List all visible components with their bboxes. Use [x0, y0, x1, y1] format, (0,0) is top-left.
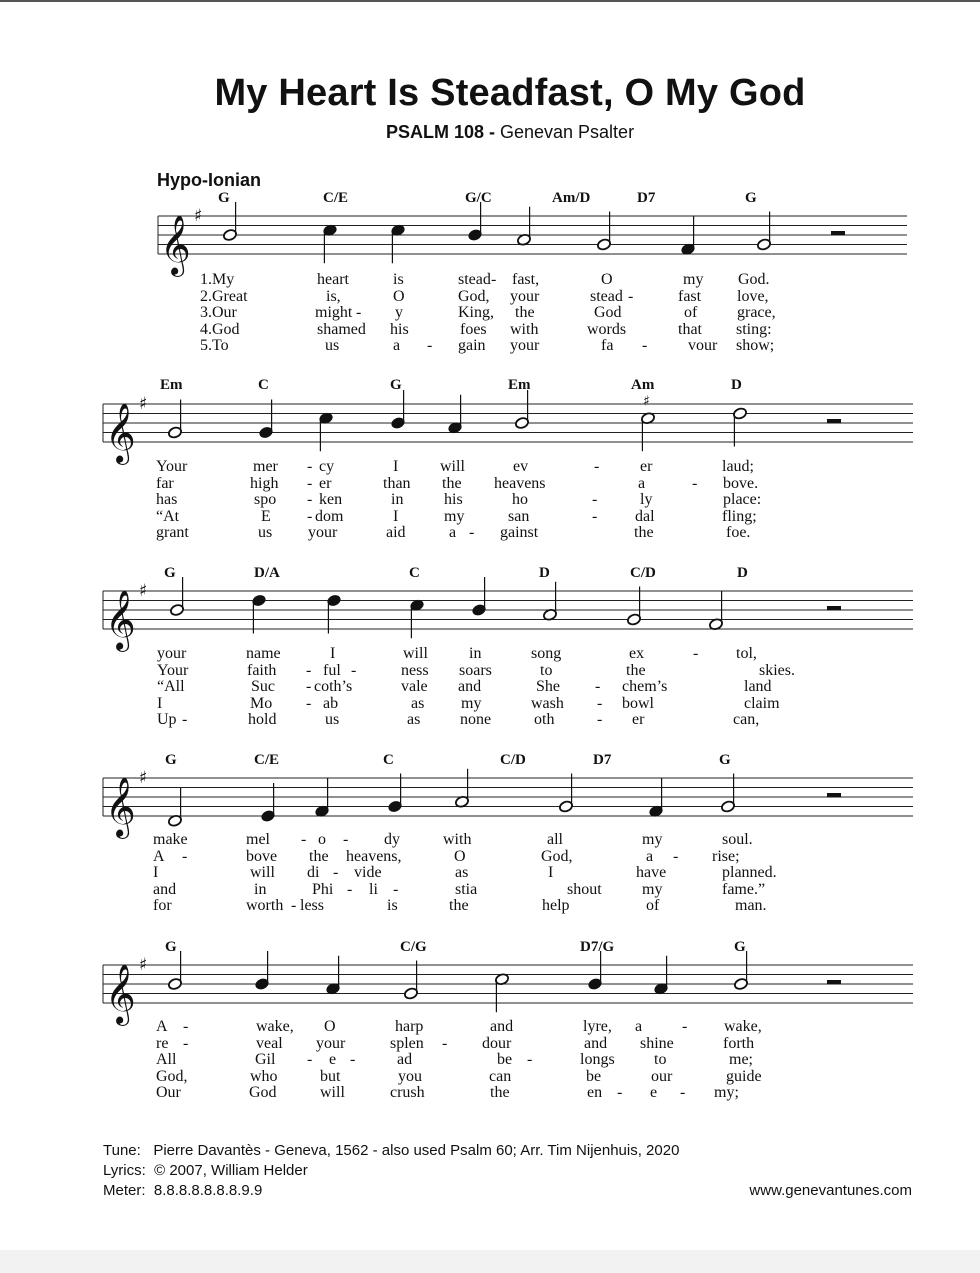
lyric-syllable: will [440, 458, 465, 475]
lyric-syllable: of [646, 897, 660, 915]
half-rest-icon [831, 231, 845, 236]
half-rest-icon [827, 793, 841, 798]
lyric-syllable: fast, [512, 271, 540, 288]
lyric-syllable: fame.” [722, 880, 766, 898]
lyric-syllable: - [682, 1018, 688, 1035]
lyric-syllable: shout [567, 880, 602, 898]
lyric-syllable: shine [640, 1034, 674, 1052]
lyric-syllable: I [393, 458, 399, 475]
psalter-source: Genevan Psalter [499, 122, 635, 142]
lyric-syllable: crush [390, 1084, 425, 1102]
lyric-syllable: God [249, 1084, 277, 1102]
lyric-syllable: as [407, 711, 421, 729]
lyric-syllable: foes [460, 320, 487, 338]
lyric-syllable: - [442, 1034, 448, 1052]
key-signature-sharp-icon: ♯ [139, 768, 148, 788]
chord-symbol: G [165, 752, 177, 768]
lyric-syllable: ly [640, 491, 653, 509]
lyric-syllable: san [508, 507, 530, 525]
lyric-syllable: 4.God [200, 320, 240, 338]
lyric-syllable: - [301, 831, 307, 848]
chord-symbol: C/E [254, 752, 280, 768]
lyric-syllable: - [333, 864, 339, 882]
lyric-syllable: love, [737, 287, 769, 305]
lyric-syllable: God. [738, 271, 770, 288]
lyric-syllable: - [307, 458, 313, 475]
lyric-syllable: I [393, 507, 399, 525]
lyric-syllable: a [393, 337, 401, 355]
lyric-syllable: have [636, 864, 667, 882]
lyric-syllable: will [403, 645, 428, 662]
chord-symbol: D7/G [580, 939, 615, 955]
lyric-syllable: - [628, 287, 634, 305]
lyric-syllable: show; [736, 337, 775, 355]
lyric-syllable: claim [744, 694, 780, 712]
lyric-syllable: - [307, 507, 313, 525]
meter-text: 8.8.8.8.8.8.8.9.9 [153, 1182, 263, 1199]
lyric-syllable: - [306, 678, 312, 696]
lyric-syllable: can, [733, 711, 760, 729]
lyric-syllable: - [592, 491, 598, 509]
treble-clef-icon: 𝄞 [105, 590, 136, 650]
lyric-syllable: wake, [724, 1018, 762, 1035]
lyric-syllable: and [490, 1018, 514, 1035]
lyric-syllable: - [692, 474, 698, 492]
lyric-syllable: the [449, 897, 469, 915]
lyric-syllable: - [350, 1051, 356, 1069]
lyric-syllable: who [250, 1067, 278, 1085]
key-signature-sharp-icon: ♯ [139, 955, 148, 975]
chord-symbol: G/C [465, 190, 492, 206]
lyric-syllable: I [330, 645, 336, 662]
lyric-syllable: with [510, 320, 539, 338]
lyric-syllable: help [542, 897, 570, 915]
lyric-syllable: soul. [722, 831, 753, 848]
lyric-syllable: with [443, 831, 472, 848]
lyric-syllable: God, [156, 1067, 188, 1085]
lyric-syllable: A [153, 847, 165, 865]
lyric-syllable: and [584, 1034, 608, 1052]
lyric-syllable: Our [156, 1084, 181, 1102]
lyric-syllable: as [455, 864, 469, 882]
lyric-syllable: - [291, 897, 297, 915]
lyric-syllable: ev [513, 458, 529, 475]
lyric-syllable: as [411, 694, 425, 712]
lyric-syllable: - [597, 711, 603, 729]
lyric-syllable: oth [534, 711, 555, 729]
lyric-syllable: can [489, 1067, 512, 1085]
lyric-syllable: Mo [250, 694, 273, 712]
lyric-syllable: 3.Our [200, 304, 237, 322]
lyric-syllable: rise; [712, 847, 740, 865]
lyric-syllable: bove [246, 847, 278, 865]
lyric-syllable: O [324, 1018, 336, 1035]
lyric-syllable: my [683, 271, 704, 288]
lyric-syllable: veal [256, 1034, 283, 1052]
footer-tune [103, 1142, 679, 1159]
lyric-syllable: might [315, 304, 353, 322]
chord-symbol: C/G [400, 939, 427, 955]
lyric-syllable: his [444, 491, 463, 509]
lyric-syllable: far [156, 474, 174, 492]
lyric-syllable: ho [512, 491, 528, 509]
half-rest-icon [827, 980, 841, 985]
lyric-syllable: - [617, 1084, 623, 1102]
lyric-syllable: the [515, 304, 535, 322]
lyric-syllable: all [547, 831, 563, 848]
footer-lyrics [103, 1162, 308, 1179]
lyric-syllable: gain [458, 337, 486, 355]
lyric-syllable: than [383, 474, 411, 492]
lyric-syllable: for [153, 897, 172, 915]
lyric-syllable: er [632, 711, 645, 729]
footer-meter [103, 1182, 262, 1199]
lyric-syllable: Up [157, 711, 177, 729]
lyric-syllable: and [153, 880, 177, 898]
lyric-syllable: that [678, 320, 702, 338]
lyric-syllable: - [680, 1084, 686, 1102]
treble-clef-icon: 𝄞 [105, 964, 136, 1024]
lyric-syllable: faith [247, 661, 277, 679]
lyric-syllable: in [391, 491, 404, 509]
lyric-syllable: in [469, 645, 482, 662]
lyric-syllable: - [306, 694, 312, 712]
lyric-syllable: is, [326, 287, 341, 305]
lyric-syllable: - [347, 880, 353, 898]
lyric-syllable: O [454, 847, 466, 865]
chord-symbol: G [390, 377, 402, 393]
lyric-syllable: heavens, [346, 847, 402, 865]
lyric-syllable: is [387, 897, 398, 915]
psalm-number: PSALM 108 - [385, 122, 495, 142]
chord-symbol: Am [631, 377, 655, 393]
lyric-syllable: of [684, 304, 698, 322]
chord-symbol: G [218, 190, 230, 206]
lyric-syllable: stia [455, 880, 478, 898]
lyric-syllable: bowl [622, 694, 654, 712]
hymn-title: My Heart Is Steadfast, O My God [214, 72, 806, 114]
lyric-syllable: God [594, 304, 622, 322]
lyric-syllable: - [469, 524, 475, 542]
lyric-syllable: - [307, 491, 313, 509]
lyric-syllable: heavens [494, 474, 546, 492]
chord-symbol: G [165, 939, 177, 955]
lyric-syllable: coth’s [314, 678, 353, 696]
key-signature-sharp-icon: ♯ [139, 394, 148, 414]
lyric-syllable: has [156, 491, 178, 509]
chord-symbol: C [258, 377, 269, 393]
chord-symbol: C [383, 752, 394, 768]
lyric-syllable: Your [157, 661, 189, 679]
chord-symbol: G [164, 565, 176, 581]
lyric-syllable: E [261, 507, 271, 525]
lyric-syllable: make [153, 831, 188, 848]
lyric-syllable: Gil [255, 1051, 276, 1069]
chord-symbol: C/D [500, 752, 526, 768]
lyric-syllable: my [642, 831, 663, 848]
chord-symbol: D [737, 565, 748, 581]
chord-symbol: Em [160, 377, 183, 393]
lyric-syllable: “At [156, 507, 180, 525]
lyric-syllable: harp [395, 1018, 424, 1035]
lyric-syllable: re [156, 1034, 169, 1052]
lyric-syllable: - [594, 458, 600, 475]
lyric-syllable: dal [635, 507, 655, 525]
lyric-syllable: his [390, 320, 409, 338]
lyric-syllable: your [157, 645, 187, 662]
lyric-syllable: the [490, 1084, 510, 1102]
lyric-syllable: high [250, 474, 279, 492]
lyric-syllable: o [318, 831, 326, 848]
lyric-syllable: land [744, 678, 772, 696]
lyric-syllable: 1.My [200, 271, 235, 288]
key-signature-sharp-icon: ♯ [194, 206, 203, 226]
lyric-syllable: sting: [736, 320, 772, 338]
lyric-syllable: - [491, 271, 497, 288]
lyric-syllable: will [320, 1084, 345, 1102]
chord-symbol: G [719, 752, 731, 768]
lyric-syllable: dour [482, 1034, 512, 1052]
lyric-syllable: - [343, 831, 349, 848]
lyric-syllable: guide [726, 1067, 762, 1085]
lyric-syllable: God, [458, 287, 490, 305]
accidental-sharp-icon: ♯ [643, 393, 650, 410]
lyric-syllable: - [597, 694, 603, 712]
treble-clef-icon: 𝄞 [105, 777, 136, 837]
lyric-syllable: - [642, 337, 648, 355]
lyric-syllable: - [183, 1018, 189, 1035]
treble-clef-icon: 𝄞 [105, 403, 136, 463]
lyric-syllable: worth [246, 897, 284, 915]
lyric-syllable: - [182, 847, 188, 865]
lyric-syllable: vale [401, 678, 428, 696]
lyric-syllable: y [395, 304, 403, 322]
lyric-syllable: li [369, 880, 378, 898]
lyric-syllable: vour [688, 337, 718, 355]
lyric-syllable: ken [319, 491, 343, 509]
lyric-syllable: All [156, 1051, 177, 1069]
key-signature-sharp-icon: ♯ [139, 581, 148, 601]
lyric-syllable: the [309, 847, 329, 865]
lyric-syllable: laud; [722, 458, 754, 475]
lyric-syllable: fa [601, 337, 614, 355]
lyric-syllable: grant [156, 524, 189, 542]
lyric-syllable: your [510, 287, 540, 305]
lyric-syllable: the [626, 661, 646, 679]
lyric-syllable: lyre, [583, 1018, 612, 1035]
lyric-syllable: be [497, 1051, 513, 1069]
lyric-syllable: to [540, 661, 553, 679]
lyric-syllable: di [307, 864, 320, 882]
lyric-syllable: - [693, 645, 699, 662]
lyric-syllable: longs [580, 1051, 615, 1069]
lyric-syllable: I [548, 864, 554, 882]
lyric-syllable: foe. [726, 524, 751, 542]
lyric-syllable: forth [723, 1034, 755, 1052]
lyric-syllable: your [308, 524, 338, 542]
lyric-syllable: dom [315, 507, 344, 525]
lyric-syllable: - [307, 1051, 313, 1069]
lyric-syllable: - [527, 1051, 533, 1069]
lyric-syllable: - [307, 474, 313, 492]
lyric-syllable: - [182, 711, 188, 729]
lyric-syllable: e [329, 1051, 337, 1069]
lyric-syllable: King, [458, 304, 494, 322]
chord-symbol: C/E [323, 190, 349, 206]
lyric-syllable: none [460, 711, 492, 729]
lyric-syllable: She [536, 678, 560, 696]
lyric-syllable: - [351, 661, 357, 679]
lyric-syllable: my [461, 694, 482, 712]
lyric-syllable: mer [253, 458, 278, 475]
lyric-syllable: grace, [737, 304, 776, 322]
treble-clef-icon: 𝄞 [160, 215, 191, 275]
tune-text: Pierre Davantès - Geneva, 1562 - also used Psalm 60; Arr. Tim Nijenhuis, 2020 [153, 1142, 680, 1159]
meter-label: Meter: [103, 1182, 146, 1199]
mode-label: Hypo-Ionian [157, 170, 261, 190]
chord-symbol: D [731, 377, 742, 393]
lyric-syllable: I [157, 694, 163, 712]
lyric-syllable: stead [590, 287, 623, 305]
lyric-syllable: my [444, 507, 465, 525]
lyric-syllable: mel [246, 831, 270, 848]
lyric-syllable: splen [390, 1034, 424, 1052]
lyric-syllable: a [638, 474, 646, 492]
lyric-syllable: “All [157, 678, 185, 696]
chord-symbol: D/A [254, 565, 280, 581]
lyric-syllable: place: [723, 491, 762, 509]
chord-symbol: Em [508, 377, 531, 393]
lyric-syllable: will [250, 864, 275, 882]
lyric-syllable: cy [319, 458, 335, 475]
lyric-syllable: my [642, 880, 663, 898]
lyric-syllable: aid [386, 524, 406, 542]
chord-symbol: G [734, 939, 746, 955]
lyric-syllable: a [449, 524, 457, 542]
lyric-syllable: my; [714, 1084, 739, 1102]
lyric-syllable: - [427, 337, 433, 355]
lyric-syllable: planned. [722, 864, 777, 882]
lyric-syllable: - [356, 304, 362, 322]
lyric-syllable: ful [323, 661, 341, 679]
tune-label: Tune: [103, 1142, 141, 1159]
chord-symbol: G [745, 190, 757, 206]
lyric-syllable: a [635, 1018, 643, 1035]
lyric-syllable: - [595, 678, 601, 696]
chord-symbol: C/D [630, 565, 656, 581]
lyric-syllable: en [587, 1084, 603, 1102]
lyric-syllable: ex [629, 645, 645, 662]
lyric-syllable: man. [735, 897, 767, 915]
lyric-syllable: but [320, 1067, 341, 1085]
lyric-syllable: 2.Great [200, 287, 248, 305]
lyric-syllable: vide [354, 864, 382, 882]
lyric-syllable: - [306, 661, 312, 679]
lyric-syllable: er [319, 474, 332, 492]
lyric-syllable: in [254, 880, 267, 898]
lyric-syllable: the [442, 474, 462, 492]
lyric-syllable: skies. [759, 661, 795, 679]
lyrics-label: Lyrics: [103, 1162, 146, 1179]
lyric-syllable: Suc [251, 678, 275, 696]
lyric-syllable: A [156, 1018, 168, 1035]
lyric-syllable: heart [317, 271, 349, 288]
lyric-syllable: God, [541, 847, 573, 865]
half-rest-icon [827, 606, 841, 611]
lyric-syllable: 5.To [200, 337, 229, 355]
lyric-syllable: ad [397, 1051, 413, 1069]
lyric-syllable: the [634, 524, 654, 542]
lyric-syllable: tol, [736, 645, 757, 662]
lyric-syllable: - [673, 847, 679, 865]
chord-symbol: D7 [637, 190, 656, 206]
lyric-syllable: er [640, 458, 653, 475]
page-bottom-band [0, 1250, 980, 1273]
lyric-syllable: song [531, 645, 562, 662]
lyric-syllable: our [651, 1067, 673, 1085]
lyric-syllable: spo [254, 491, 277, 509]
lyric-syllable: your [510, 337, 540, 355]
lyric-syllable: - [592, 507, 598, 525]
chord-symbol: C [409, 565, 420, 581]
chord-symbol: Am/D [552, 190, 591, 206]
lyric-syllable: wake, [256, 1018, 294, 1035]
lyric-syllable: shamed [317, 320, 366, 338]
lyric-syllable: us [325, 711, 340, 729]
lyric-syllable: bove. [723, 474, 759, 492]
lyric-syllable: ab [323, 694, 339, 712]
lyric-syllable: me; [729, 1051, 753, 1069]
lyric-syllable: - [393, 880, 399, 898]
lyric-syllable: gainst [500, 524, 539, 542]
website-link[interactable]: www.genevantunes.com [749, 1182, 912, 1199]
lyrics-credit: © 2007, William Helder [154, 1162, 308, 1179]
lyric-syllable: e [650, 1084, 658, 1102]
lyric-syllable: us [258, 524, 273, 542]
lyric-syllable: be [586, 1067, 602, 1085]
lyric-syllable: Phi [312, 880, 334, 898]
lyric-syllable: ness [401, 661, 429, 679]
lyric-syllable: soars [459, 661, 492, 679]
half-rest-icon [827, 419, 841, 424]
lyric-syllable: words [587, 320, 627, 338]
lyric-syllable: chem’s [622, 678, 668, 696]
lyric-syllable: and [458, 678, 482, 696]
chord-symbol: D [539, 565, 550, 581]
lyric-syllable: a [646, 847, 654, 865]
chord-symbol: D7 [593, 752, 612, 768]
lyric-syllable: to [654, 1051, 667, 1069]
lyric-syllable: - [183, 1034, 189, 1052]
lyric-syllable: Your [156, 458, 188, 475]
lyric-syllable: is [393, 271, 404, 288]
lyric-syllable: stead [458, 271, 491, 288]
lyric-syllable: us [325, 337, 340, 355]
lyric-syllable: O [393, 287, 405, 305]
lyric-syllable: O [601, 271, 613, 288]
lyric-syllable: hold [248, 711, 277, 729]
lyric-syllable: I [153, 864, 159, 882]
lyric-syllable: fling; [722, 507, 757, 525]
lyric-syllable: dy [384, 831, 400, 848]
lyric-syllable: less [300, 897, 324, 915]
lyric-syllable: wash [531, 694, 564, 712]
lyric-syllable: you [398, 1067, 422, 1085]
lyric-syllable: fast [678, 287, 702, 305]
lyric-syllable: name [246, 645, 281, 662]
lyric-syllable: your [316, 1034, 346, 1052]
